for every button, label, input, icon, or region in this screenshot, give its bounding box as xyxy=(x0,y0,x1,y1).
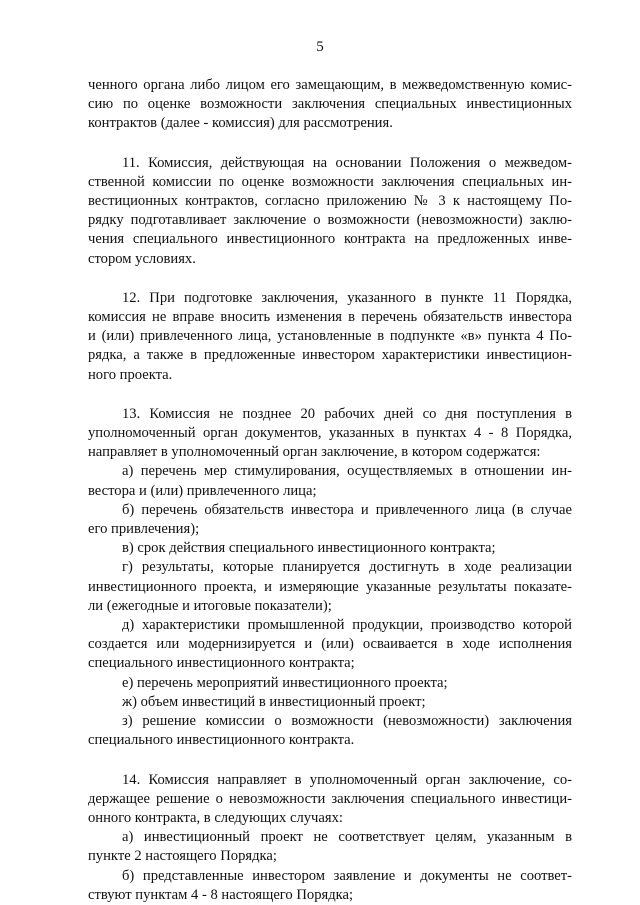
list-item-a: а) инвестиционный проект не соответствует целям, указанным в xyxy=(122,829,572,846)
text-line: сию по оценке возможности заключения специальных инвестиционных xyxy=(88,96,572,113)
paragraph-gap xyxy=(88,751,572,771)
text-line: вестиционных контрактов, согласно приложению № 3 к настоящему По- xyxy=(88,193,572,210)
text-line: контрактов (далее - комиссия) для рассмотрения. xyxy=(88,115,393,132)
document-body xyxy=(88,76,572,905)
text-line: 11. Комиссия, действующая на основании Положения о межведом- xyxy=(122,154,572,171)
text-line: создается или модернизируется и (или) осваивается в ходе исполнения xyxy=(88,636,572,653)
text-line: направляет в уполномоченный орган заключение, в котором содержатся: xyxy=(88,444,541,461)
list-item-g: г) результаты, которые планируется достигнуть в ходе реализации xyxy=(122,559,572,576)
page-number: 5 xyxy=(316,39,324,55)
text-line: 13. Комиссия не позднее 20 рабочих дней со дня поступления в xyxy=(122,405,572,422)
text-line: стором условиях. xyxy=(88,250,196,267)
paragraph-gap xyxy=(88,134,572,154)
text-line: комиссия не вправе вносить изменения в перечень обязательств инвестора xyxy=(88,309,572,326)
text-line: ченного органа либо лицом его замещающим, в межведомственную комис- xyxy=(88,77,572,93)
paragraph-13 xyxy=(88,405,572,751)
text-line: ли (ежегодные и итоговые показатели); xyxy=(88,597,332,614)
list-item-b: б) перечень обязательств инвестора и привлеченного лица (в случае xyxy=(122,501,572,518)
list-item-e: е) перечень мероприятий инвестиционного проекта; xyxy=(122,674,448,691)
list-item-v: в) срок действия специального инвестиционного контракта; xyxy=(122,540,496,557)
text-line: специального инвестиционного контракта; xyxy=(88,655,355,672)
text-line: ного проекта. xyxy=(88,366,173,383)
paragraph-continuation xyxy=(88,76,572,134)
text-line: инвестиционного проекта, и измеряющие указанные результаты показате- xyxy=(88,578,572,595)
paragraph-14 xyxy=(88,771,572,905)
text-line: держащее решение о невозможности заключения специального инвестици- xyxy=(88,790,572,807)
text-line: и (или) привлеченного лица, установленные в подпункте «в» пункта 4 По- xyxy=(88,328,572,345)
paragraph-gap xyxy=(88,385,572,405)
text-line: рядка, а также в предложенные инвестором характеристики инвестицион- xyxy=(88,347,572,364)
list-item-zh: ж) объем инвестиций в инвестиционный проект; xyxy=(122,693,426,710)
paragraph-gap xyxy=(88,269,572,289)
text-line: ственной комиссии по оценке возможности заключения специальных ин- xyxy=(88,173,572,190)
list-item-z: з) решение комиссии о возможности (невозможности) заключения xyxy=(122,713,572,730)
list-item-d: д) характеристики промышленной продукции, производство которой xyxy=(122,617,572,634)
list-item-b: б) представленные инвестором заявление и документы не соответ- xyxy=(122,867,572,884)
text-line: его привлечения); xyxy=(88,521,200,538)
text-line: онного контракта, в следующих случаях: xyxy=(88,809,343,826)
list-item-a: а) перечень мер стимулирования, осуществляемых в отношении ин- xyxy=(122,463,572,480)
text-line: рядку подготавливает заключение о возможности (невозможности) заклю- xyxy=(88,212,572,229)
text-line: вестора и (или) привлеченного лица; xyxy=(88,482,317,499)
paragraph-12 xyxy=(88,289,572,385)
paragraph-11 xyxy=(88,154,572,269)
text-line: уполномоченный орган документов, указанных в пунктах 4 - 8 Порядка, xyxy=(88,425,572,442)
text-line: специального инвестиционного контракта. xyxy=(88,732,355,749)
text-line: пункте 2 настоящего Порядка; xyxy=(88,848,277,865)
text-line: 14. Комиссия направляет в уполномоченный орган заключение, со- xyxy=(122,771,572,788)
text-line: 12. При подготовке заключения, указанного в пункте 11 Порядка, xyxy=(122,289,572,306)
text-line: ствуют пунктам 4 - 8 настоящего Порядка; xyxy=(88,886,354,903)
text-line: чения специального инвестиционного контракта на предложенных инве- xyxy=(88,231,572,248)
